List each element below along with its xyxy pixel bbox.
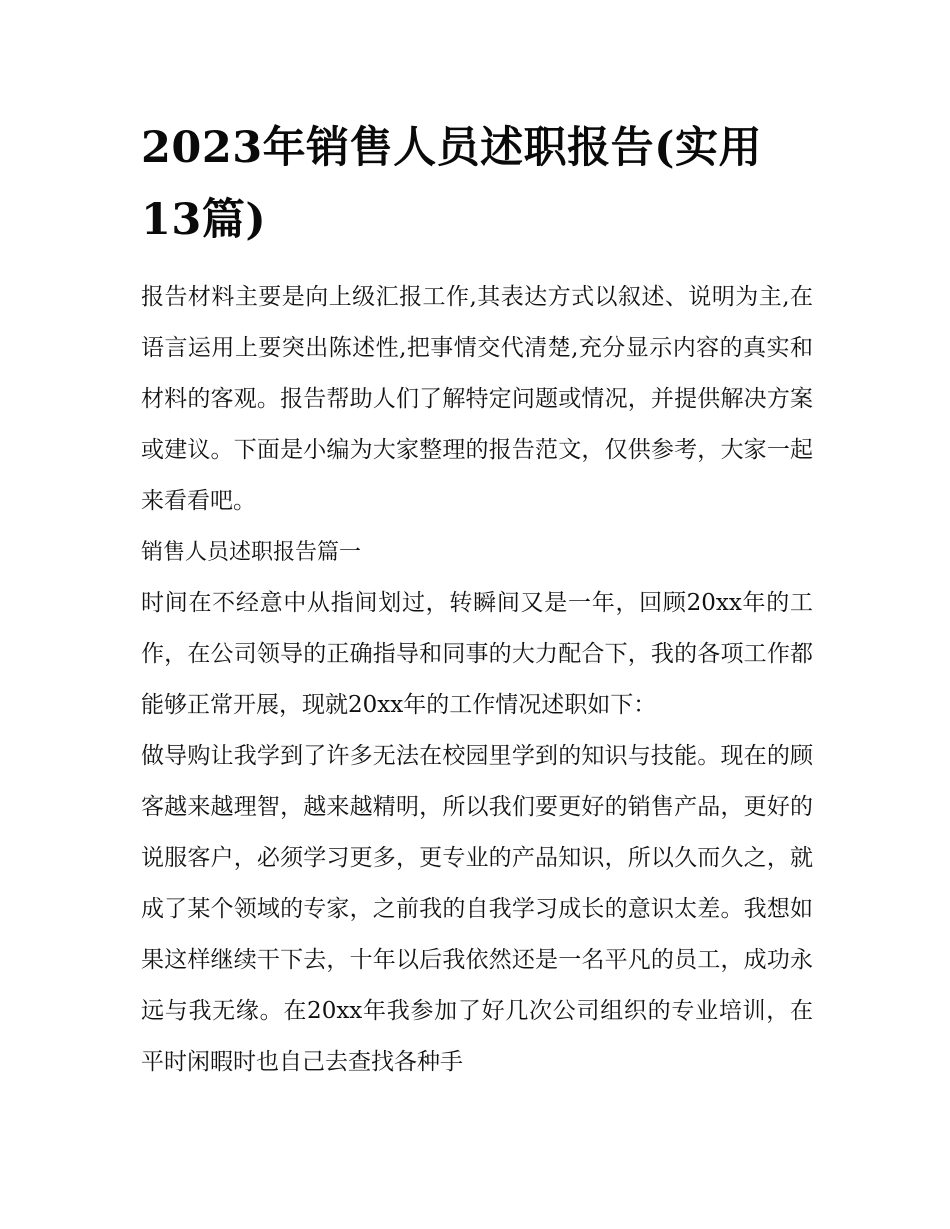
section-heading: 销售人员述职报告篇一 bbox=[141, 540, 362, 565]
body-paragraph-1: 时间在不经意中从指间划过，转瞬间又是一年，回顾20xx年的工作，在公司领导的正确指导和同事的大力配合下，我的各项工作都能够正常开展，现就20xx年的工作情况述职如下： bbox=[141, 590, 813, 718]
document-body bbox=[141, 112, 813, 1088]
document-title: 2023年销售人员述职报告(实用13篇) bbox=[141, 123, 763, 245]
body-paragraph-2: 做导购让我学到了许多无法在校园里学到的知识与技能。现在的顾客越来越理智，越来越精明，所以我们要更好的销售产品，更好的说服客户，必须学习更多，更专业的产品知识，所以久而久之，就成了某个领域的专家，之前我的自我学习成长的意识太差。我想如果这样继续干下去，十年以后我依然还是一名平凡的员工，成功永远与我无缘。在20xx年我参加了好几次公司组织的专业培训，在平时闲暇时也自己去查找各种手 bbox=[141, 743, 813, 1075]
intro-paragraph: 报告材料主要是向上级汇报工作,其表达方式以叙述、说明为主,在语言运用上要突出陈述性,把事情交代清楚,充分显示内容的真实和材料的客观。报告帮助人们了解特定问题或情况，并提供解决方案或建议。下面是小编为大家整理的报告范文，仅供参考，大家一起来看看吧。 bbox=[141, 284, 813, 514]
